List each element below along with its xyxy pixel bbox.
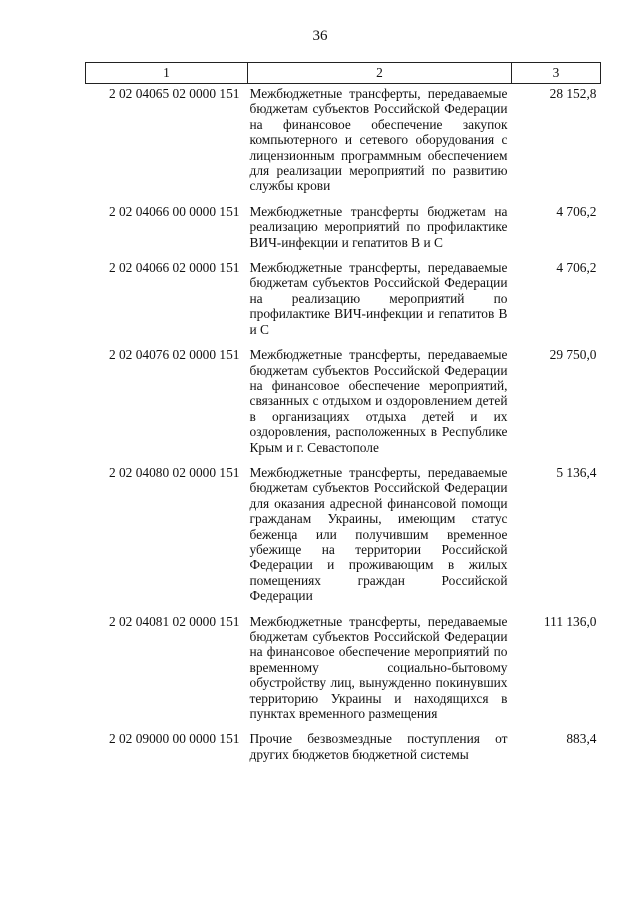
item-amount: 4 706,2: [556, 260, 597, 276]
budget-code: 2 02 04065 02 0000 151: [108, 86, 240, 101]
table-row: [86, 345, 601, 463]
column-header-2: 2: [248, 63, 512, 84]
budget-code: 2 02 04076 02 0000 151: [108, 347, 240, 363]
table-row: [86, 612, 601, 730]
budget-code: 2 02 04080 02 0000 151: [108, 464, 240, 480]
column-header-3: 3: [512, 63, 601, 84]
item-description: Межбюджетные трансферты, передаваемые бюджетам субъектов Российской Федерации на реализацию мероприятий по профилактике ВИЧ-инфекции и гепатитов В и С: [249, 260, 508, 337]
item-description: Межбюджетные трансферты, передаваемые бюджетам субъектов Российской Федерации на финансовое обеспечение мероприятий, связанных с отдыхом и оздоровлением детей в организациях отдыха детей и их оздоровления, расположенных в Республике Крым и г. Севастополе: [249, 347, 508, 455]
item-amount: 4 706,2: [556, 203, 597, 219]
budget-table: [85, 62, 601, 770]
item-amount: 29 750,0: [549, 347, 597, 363]
item-description: Межбюджетные трансферты бюджетам на реализацию мероприятий по профилактике ВИЧ-инфекции и гепатитов В и С: [249, 203, 508, 250]
budget-code: 2 02 04066 02 0000 151: [108, 260, 240, 276]
table-header-row: [86, 63, 601, 84]
table-row: [86, 202, 601, 258]
item-amount: 883,4: [566, 731, 597, 747]
item-amount: 111 136,0: [543, 613, 597, 629]
table-row: [86, 258, 601, 345]
table-row: [86, 463, 601, 612]
item-amount: 5 136,4: [556, 464, 597, 480]
item-amount: 28 152,8: [549, 86, 597, 101]
budget-code: 2 02 04066 00 0000 151: [108, 203, 240, 219]
page-number: 36: [312, 28, 328, 44]
column-header-1: 1: [86, 63, 248, 84]
table-row: [86, 729, 601, 770]
item-description: Межбюджетные трансферты, передаваемые бюджетам субъектов Российской Федерации на финансовое обеспечение закупок компьютерного и сетевого оборудования с лицензионным программным обеспечением для реализации мероприятий по развитию службы крови: [249, 86, 508, 194]
item-description: Прочие безвозмездные поступления от других бюджетов бюджетной системы: [249, 731, 508, 762]
budget-code: 2 02 04081 02 0000 151: [108, 613, 240, 629]
item-description: Межбюджетные трансферты, передаваемые бюджетам субъектов Российской Федерации для оказания адресной финансовой помощи гражданам Украины, имеющим статус беженца или получившим временное убежище на территории Российской Федерации и проживающим в жилых помещениях граждан Российской Федерации: [249, 464, 508, 604]
budget-code: 2 02 09000 00 0000 151: [108, 731, 240, 747]
table-row: [86, 84, 601, 202]
item-description: Межбюджетные трансферты, передаваемые бюджетам субъектов Российской Федерации на финансовое обеспечение мероприятий по временному социально-бытовому обустройству лиц, вынужденно покинувших территорию Украины и находящихся в пунктах временного размещения: [249, 613, 508, 722]
